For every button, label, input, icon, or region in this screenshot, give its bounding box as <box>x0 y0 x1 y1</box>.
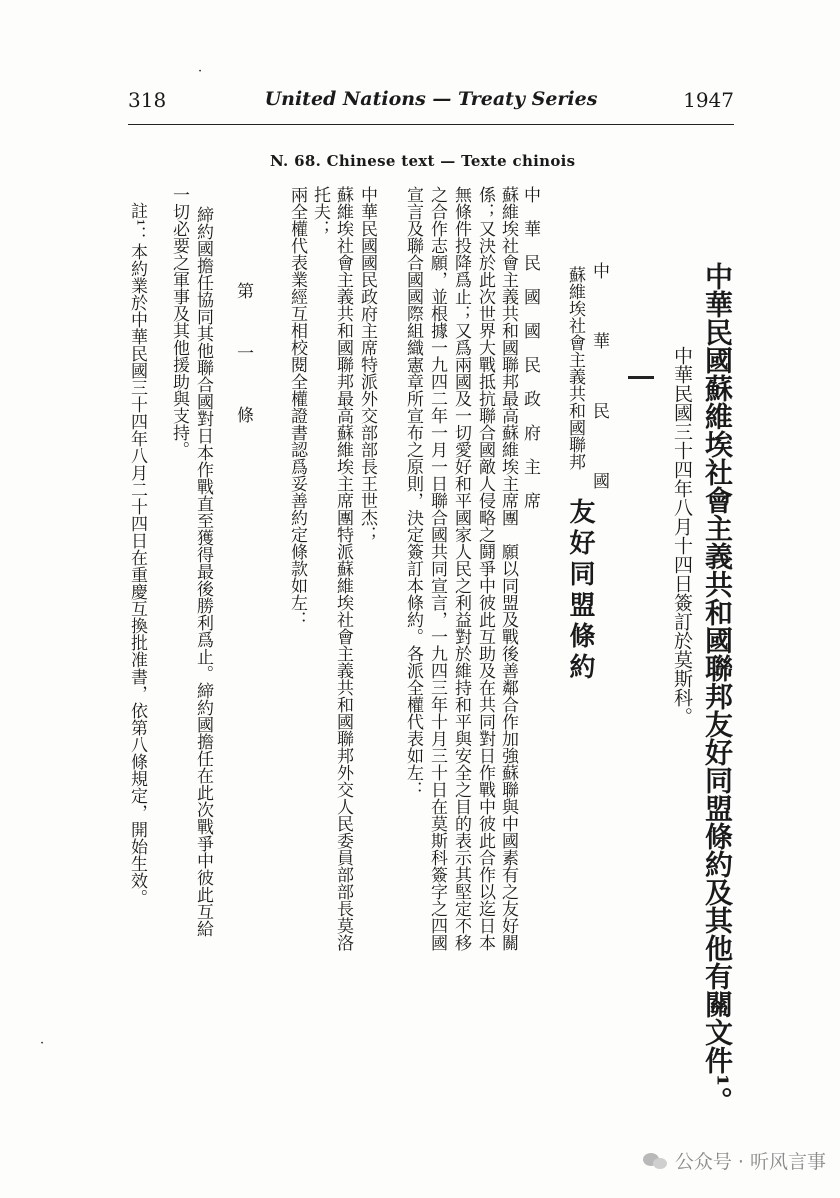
signing-line: 中華民國三十四年八月十四日簽訂於莫斯科。 <box>671 346 693 726</box>
document-label: N. 68. Chinese text — Texte chinois <box>270 152 576 170</box>
preamble-line: 無條件投降爲止；又爲兩國及一切愛好和平國家人民之利益對於維持和平與安全之目的表示其堅定不移 <box>451 186 471 951</box>
header-rule <box>128 124 734 125</box>
preamble-line: 托夫； <box>310 186 330 237</box>
article-heading: 第 一 條 <box>233 282 253 437</box>
preamble-line: 兩全權代表業經互相校閱全權證書認爲妥善約定條款如左： <box>287 186 307 628</box>
preamble-line: 之合作志願，並根據一九四二年一月一日聯合國共同宣言，一九四三年十月三十日在莫斯科簽字之四國 <box>427 186 447 951</box>
scan-speck: · <box>198 64 203 79</box>
watermark <box>643 1147 826 1174</box>
preamble-line: 宣言及聯合國國際組織憲章所宣布之原則，決定簽訂本條約。各派全權代表如左： <box>403 186 423 798</box>
preamble-line: 中 華 民 國 國 民 政 府 主 席 <box>520 186 540 509</box>
main-title <box>701 262 734 1115</box>
page-header <box>128 88 734 122</box>
preamble-line: 蘇維埃社會主義共和國聯邦最高蘇維埃主席團特派蘇維埃社會主義共和國聯邦外交人民委員部部長莫洛 <box>333 186 353 951</box>
main-title-footnote-mark: ¹。 <box>701 1074 734 1115</box>
party-ussr: 蘇維埃社會主義共和國聯邦 <box>565 266 585 470</box>
preamble-line: 蘇維埃社會主義共和國聯邦最高蘇維埃主席團 願以同盟及戰後善鄰合作加強蘇聯與中國素有之友好關 <box>498 186 518 951</box>
article-line: 締約國擔任協同其他聯合國對日本作戰直至獲得最後勝利爲止。締約國擔任在此次戰爭中彼此互給 <box>193 206 213 937</box>
scan-speck: · <box>40 1036 45 1051</box>
page-number: 318 <box>128 88 167 112</box>
article-line: 一切必要之軍事及其他援助與支持。 <box>169 186 189 458</box>
main-title-text: 中華民國蘇維埃社會主義共和國聯邦友好同盟條約及其他有關文件 <box>701 262 734 1074</box>
footnote: 註¹：本約業於中華民國三十四年八月二十四日在重慶互換批准書，依第八條規定，開始生效。 <box>127 202 147 906</box>
section-number <box>628 376 654 379</box>
party-china: 中 華 民 國 <box>589 262 609 507</box>
publication-year: 1947 <box>683 88 734 112</box>
wechat-icon <box>643 1151 669 1171</box>
preamble-line: 係；又決於此次世界大戰抵抗聯合國敵人侵略之鬪爭中彼此互助及在共同對日作戰中彼此合作以迄日本 <box>475 186 495 951</box>
series-title: United Nations — Treaty Series <box>264 88 598 110</box>
preamble-line: 中華民國國民政府主席特派外交部部長王世杰； <box>357 186 377 543</box>
treaty-title: 友好同盟條約 <box>565 498 595 684</box>
watermark-text: 公众号 · 听风言事 <box>674 1151 826 1173</box>
